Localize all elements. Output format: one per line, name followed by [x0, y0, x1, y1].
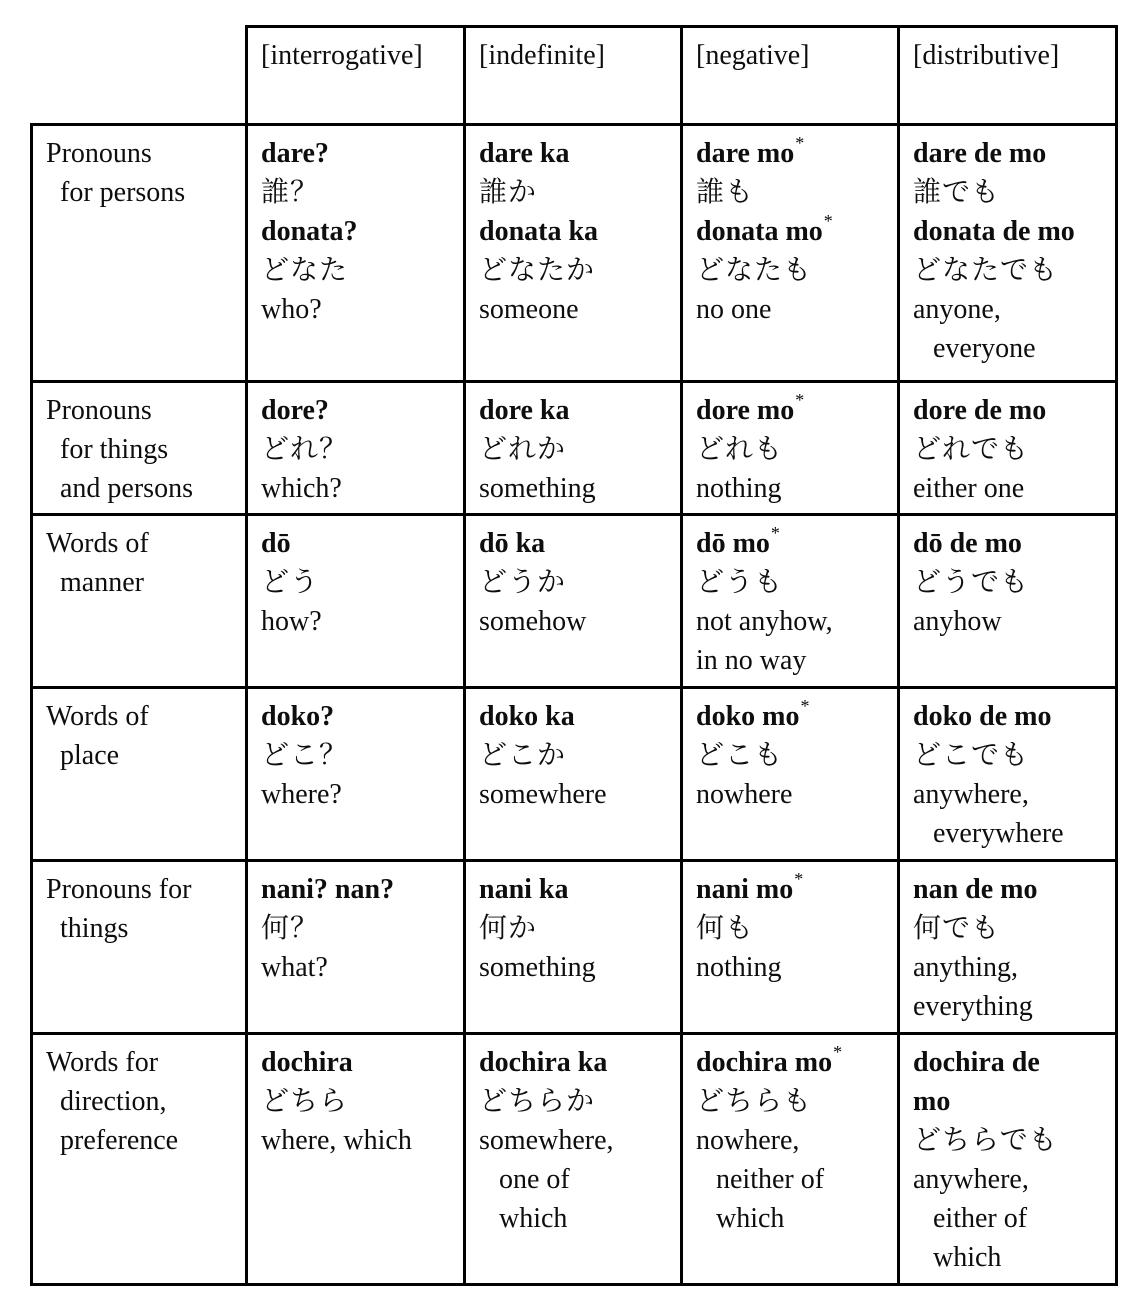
- text: dare?: [261, 138, 329, 169]
- text: doko?: [261, 701, 335, 732]
- text: どちらか: [479, 1086, 596, 1117]
- row-label-cell: [32, 125, 247, 382]
- text: anyone,: [913, 294, 1001, 325]
- row-label-line: for persons: [60, 177, 186, 208]
- japanese-line: [913, 251, 1109, 290]
- gloss-line: [696, 469, 891, 508]
- gloss-line: [479, 1199, 674, 1238]
- asterisk-marker: *: [823, 210, 833, 231]
- table-row: [32, 688, 1117, 861]
- row-label-cell: [32, 1034, 247, 1285]
- romaji-line: [261, 697, 457, 736]
- text: nani mo: [696, 874, 794, 905]
- text: where?: [261, 779, 342, 810]
- text: donata ka: [479, 216, 599, 247]
- gloss-line: [261, 602, 457, 641]
- romaji-line: [479, 697, 674, 736]
- text: どれか: [479, 434, 567, 465]
- text: どちら: [261, 1086, 349, 1117]
- cell-interrogative: [247, 515, 465, 688]
- japanese-line: [479, 173, 674, 212]
- gloss-line: [696, 641, 891, 680]
- text: dō: [261, 528, 291, 559]
- asterisk-marker: *: [794, 868, 804, 889]
- romaji-line: [261, 212, 457, 251]
- gloss-line: [261, 948, 457, 987]
- text: どうでも: [913, 567, 1030, 598]
- romaji-line: [696, 524, 891, 563]
- cell-negative: [682, 861, 899, 1034]
- text: dochira: [261, 1047, 353, 1078]
- japanese-line: [479, 430, 674, 469]
- cell-indefinite: [465, 1034, 682, 1285]
- cell-distributive: [899, 1034, 1117, 1285]
- gloss-line: [696, 1199, 891, 1238]
- text: everything: [913, 991, 1033, 1022]
- table-row: [32, 515, 1117, 688]
- text: 誰も: [696, 177, 755, 208]
- text: doko ka: [479, 701, 575, 732]
- text: nani? nan?: [261, 874, 395, 905]
- text: nani ka: [479, 874, 569, 905]
- text: which: [499, 1203, 568, 1234]
- text: どれ？: [261, 434, 349, 465]
- gloss-line: [696, 602, 891, 641]
- text: どこ？: [261, 740, 349, 771]
- romaji-line: [913, 697, 1109, 736]
- text: 何でも: [913, 913, 1001, 944]
- japanese-line: [696, 1082, 891, 1121]
- cell-negative: [682, 382, 899, 515]
- text: 何？: [261, 913, 320, 944]
- cell-negative: [682, 515, 899, 688]
- text: dare de mo: [913, 138, 1047, 169]
- gloss-line: [696, 290, 891, 329]
- japanese-line: [261, 1082, 457, 1121]
- romaji-line: [913, 524, 1109, 563]
- gloss-line: [479, 1160, 674, 1199]
- text: dore de mo: [913, 395, 1047, 426]
- text: who?: [261, 294, 322, 325]
- text: everywhere: [933, 818, 1064, 849]
- text: either of: [933, 1203, 1028, 1234]
- japanese-line: [696, 736, 891, 775]
- japanese-line: [261, 563, 457, 602]
- asterisk-marker: *: [833, 1041, 843, 1062]
- romaji-line: [696, 134, 891, 173]
- cell-negative: [682, 125, 899, 382]
- gloss-line: [913, 775, 1109, 814]
- text: どうか: [479, 567, 567, 598]
- cell-indefinite: [465, 861, 682, 1034]
- japanese-line: [261, 736, 457, 775]
- text: dochira de: [913, 1047, 1040, 1078]
- row-label-cell: [32, 382, 247, 515]
- japanese-pronoun-table: [30, 25, 1118, 1286]
- romaji-line: [479, 870, 674, 909]
- gloss-line: [261, 290, 457, 329]
- gloss-line: [479, 1121, 674, 1160]
- row-label-line: Words for: [46, 1047, 159, 1078]
- text: somehow: [479, 606, 587, 637]
- gloss-line: [696, 1160, 891, 1199]
- text: どうも: [696, 567, 784, 598]
- gloss-line: [479, 469, 674, 508]
- romaji-line: [913, 212, 1109, 251]
- romaji-line: [261, 870, 457, 909]
- corner-cell: [32, 27, 247, 125]
- text: one of: [499, 1164, 570, 1195]
- text: what?: [261, 952, 328, 983]
- gloss-line: [913, 814, 1109, 853]
- japanese-line: [696, 251, 891, 290]
- romaji-line: [696, 1043, 891, 1082]
- row-label-line: direction,: [60, 1086, 167, 1117]
- gloss-line: [696, 775, 891, 814]
- text: どう: [261, 567, 320, 598]
- table-row: [32, 1034, 1117, 1285]
- japanese-line: [696, 909, 891, 948]
- cell-negative: [682, 688, 899, 861]
- text: doko de mo: [913, 701, 1052, 732]
- japanese-line: [479, 1082, 674, 1121]
- row-label-line: Words of: [46, 528, 149, 559]
- romaji-line: [479, 391, 674, 430]
- gloss-line: [913, 469, 1109, 508]
- cell-interrogative: [247, 688, 465, 861]
- text: 誰？: [261, 177, 320, 208]
- text: dochira ka: [479, 1047, 608, 1078]
- text: donata de mo: [913, 216, 1075, 247]
- romaji-line: [913, 870, 1109, 909]
- asterisk-marker: *: [795, 132, 805, 153]
- text: anything,: [913, 952, 1018, 983]
- cell-interrogative: [247, 125, 465, 382]
- japanese-line: [261, 251, 457, 290]
- cell-interrogative: [247, 382, 465, 515]
- text: doko mo: [696, 701, 800, 732]
- row-label-line: manner: [60, 567, 144, 598]
- text: everyone: [933, 333, 1036, 364]
- text: dochira mo: [696, 1047, 833, 1078]
- table-row: [32, 382, 1117, 515]
- text: どなたでも: [913, 255, 1059, 286]
- asterisk-marker: *: [800, 695, 810, 716]
- text: 誰でも: [913, 177, 1001, 208]
- text: nowhere,: [696, 1125, 800, 1156]
- romaji-line: [913, 134, 1109, 173]
- romaji-line: [913, 1043, 1109, 1082]
- text: anywhere,: [913, 1164, 1029, 1195]
- text: something: [479, 473, 596, 504]
- text: nothing: [696, 473, 782, 504]
- cell-distributive: [899, 382, 1117, 515]
- text: どちらも: [696, 1086, 813, 1117]
- gloss-line: [696, 1121, 891, 1160]
- cell-indefinite: [465, 382, 682, 515]
- romaji-line: [696, 697, 891, 736]
- japanese-line: [913, 909, 1109, 948]
- romaji-line: [479, 524, 674, 563]
- gloss-line: [479, 290, 674, 329]
- text: someone: [479, 294, 579, 325]
- japanese-line: [261, 173, 457, 212]
- japanese-line: [913, 736, 1109, 775]
- gloss-line: [913, 948, 1109, 987]
- row-label-cell: [32, 861, 247, 1034]
- gloss-line: [261, 469, 457, 508]
- japanese-line: [913, 430, 1109, 469]
- text: somewhere: [479, 779, 607, 810]
- row-label-line: for things: [60, 434, 169, 465]
- gloss-line: [479, 775, 674, 814]
- text: どれも: [696, 434, 784, 465]
- text: dore mo: [696, 395, 795, 426]
- japanese-line: [479, 563, 674, 602]
- row-label-line: Words of: [46, 701, 149, 732]
- column-header-negative: [negative]: [682, 27, 899, 125]
- romaji-line: [261, 1043, 457, 1082]
- text: which?: [261, 473, 342, 504]
- romaji-line: [261, 391, 457, 430]
- japanese-line: [696, 173, 891, 212]
- gloss-line: [479, 602, 674, 641]
- cell-interrogative: [247, 861, 465, 1034]
- romaji-line: [696, 870, 891, 909]
- romaji-line: [913, 391, 1109, 430]
- romaji-line: [479, 212, 674, 251]
- text: anyhow: [913, 606, 1002, 637]
- text: dore ka: [479, 395, 570, 426]
- gloss-line: [913, 329, 1109, 368]
- row-label-cell: [32, 688, 247, 861]
- table-row: [32, 861, 1117, 1034]
- table-body: [32, 125, 1117, 1285]
- gloss-line: [479, 948, 674, 987]
- text: 何か: [479, 913, 538, 944]
- text: dore?: [261, 395, 329, 426]
- cell-negative: [682, 1034, 899, 1285]
- header-row: [32, 27, 1117, 125]
- text: donata?: [261, 216, 358, 247]
- row-label-line: place: [60, 740, 120, 771]
- row-label-line: Pronouns: [46, 395, 152, 426]
- cell-distributive: [899, 125, 1117, 382]
- text: どなたも: [696, 255, 813, 286]
- gloss-line: [913, 1238, 1109, 1277]
- gloss-line: [913, 602, 1109, 641]
- gloss-line: [913, 987, 1109, 1026]
- japanese-line: [913, 173, 1109, 212]
- column-header-distributive: [distributive]: [899, 27, 1117, 125]
- text: dō mo: [696, 528, 770, 559]
- japanese-line: [696, 563, 891, 602]
- text: 何も: [696, 913, 755, 944]
- cell-distributive: [899, 515, 1117, 688]
- romaji-line: [479, 1043, 674, 1082]
- japanese-line: [261, 430, 457, 469]
- cell-distributive: [899, 861, 1117, 1034]
- text: not anyhow,: [696, 606, 833, 637]
- romaji-line: [696, 212, 891, 251]
- column-header-interrogative: [interrogative]: [247, 27, 465, 125]
- text: how?: [261, 606, 322, 637]
- romaji-line: [913, 1082, 1109, 1121]
- gloss-line: [913, 290, 1109, 329]
- row-label-cell: [32, 515, 247, 688]
- text: either one: [913, 473, 1025, 504]
- text: どちらでも: [913, 1125, 1058, 1156]
- text: dō ka: [479, 528, 546, 559]
- text: dare mo: [696, 138, 795, 169]
- romaji-line: [696, 391, 891, 430]
- text: where, which: [261, 1125, 412, 1156]
- text: neither of: [716, 1164, 825, 1195]
- cell-indefinite: [465, 515, 682, 688]
- text: somewhere,: [479, 1125, 614, 1156]
- text: どれでも: [913, 434, 1030, 465]
- gloss-line: [913, 1160, 1109, 1199]
- japanese-line: [479, 251, 674, 290]
- asterisk-marker: *: [770, 522, 780, 543]
- text: nan de mo: [913, 874, 1038, 905]
- text: which: [933, 1242, 1002, 1273]
- gloss-line: [696, 948, 891, 987]
- cell-interrogative: [247, 1034, 465, 1285]
- row-label-line: preference: [60, 1125, 179, 1156]
- text: in no way: [696, 645, 807, 676]
- row-label-line: Pronouns: [46, 138, 152, 169]
- gloss-line: [261, 1121, 457, 1160]
- japanese-line: [913, 563, 1109, 602]
- text: anywhere,: [913, 779, 1029, 810]
- japanese-line: [479, 909, 674, 948]
- text: 誰か: [479, 177, 538, 208]
- cell-distributive: [899, 688, 1117, 861]
- gloss-line: [913, 1199, 1109, 1238]
- text: something: [479, 952, 596, 983]
- text: どなたか: [479, 255, 596, 286]
- text: nowhere: [696, 779, 793, 810]
- table-row: [32, 125, 1117, 382]
- text: mo: [913, 1086, 951, 1117]
- japanese-line: [913, 1121, 1109, 1160]
- cell-indefinite: [465, 688, 682, 861]
- text: no one: [696, 294, 772, 325]
- romaji-line: [479, 134, 674, 173]
- text: donata mo: [696, 216, 823, 247]
- text: which: [716, 1203, 785, 1234]
- japanese-line: [261, 909, 457, 948]
- asterisk-marker: *: [795, 389, 805, 410]
- row-label-line: things: [60, 913, 129, 944]
- text: nothing: [696, 952, 782, 983]
- text: どなた: [261, 255, 349, 286]
- text: どこも: [696, 740, 784, 771]
- text: どこでも: [913, 740, 1030, 771]
- romaji-line: [261, 134, 457, 173]
- romaji-line: [261, 524, 457, 563]
- cell-indefinite: [465, 125, 682, 382]
- row-label-line: Pronouns for: [46, 874, 192, 905]
- gloss-line: [261, 775, 457, 814]
- japanese-line: [479, 736, 674, 775]
- text: dare ka: [479, 138, 570, 169]
- text: dō de mo: [913, 528, 1022, 559]
- row-label-line: and persons: [60, 473, 193, 504]
- column-header-indefinite: [indefinite]: [465, 27, 682, 125]
- japanese-line: [696, 430, 891, 469]
- text: どこか: [479, 740, 567, 771]
